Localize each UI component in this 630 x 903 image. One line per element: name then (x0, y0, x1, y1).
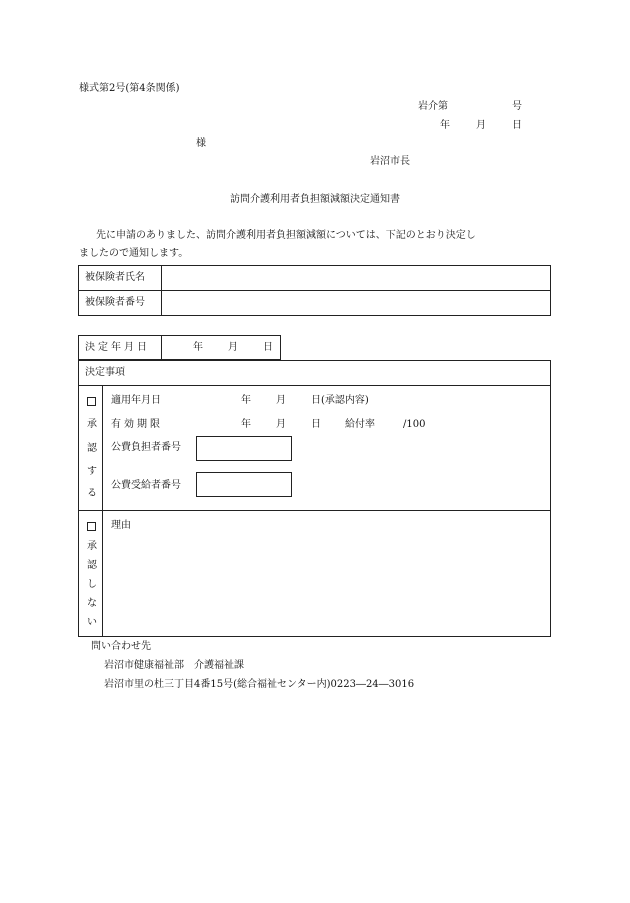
apply-year: 年 (241, 395, 251, 406)
body-text-line1: 先に申請のありました、訪問介護利用者負担額減額については、下記のとおり決定し (96, 230, 476, 241)
decision-date-label: 決定年月日 (85, 342, 150, 353)
valid-month: 月 (276, 419, 286, 430)
form-number: 様式第2号(第4条関係) (79, 83, 180, 94)
valid-day: 日 (311, 419, 321, 430)
apply-date-label: 適用年月日 (111, 395, 161, 406)
apply-month: 月 (276, 395, 286, 406)
doc-number-prefix: 岩介第 (418, 101, 448, 112)
payer-number-label: 公費負担者番号 (111, 442, 181, 453)
document-title: 訪問介護利用者負担額減額決定通知書 (230, 194, 400, 205)
decision-header-divider (78, 385, 551, 386)
recipient-number-label: 公費受給者番号 (111, 480, 181, 491)
approve-char-1: 承 (87, 419, 97, 430)
reject-char-5: い (87, 617, 97, 628)
header-year-label: 年 (440, 120, 450, 131)
insured-name-label: 被保険者氏名 (85, 272, 145, 283)
recipient-number-field[interactable] (196, 472, 292, 497)
body-text-line2: ましたので通知します。 (79, 248, 189, 259)
reject-char-4: な (87, 598, 97, 609)
decision-col-divider (102, 385, 103, 637)
reject-char-3: し (87, 579, 97, 590)
reject-reason-field[interactable] (111, 540, 541, 630)
reject-checkbox[interactable] (87, 522, 96, 531)
recipient-suffix: 様 (196, 138, 206, 149)
doc-number-suffix: 号 (512, 101, 522, 112)
reject-char-1: 承 (87, 541, 97, 552)
insured-table-divider (78, 290, 551, 291)
insured-number-label: 被保険者番号 (85, 297, 145, 308)
header-day-label: 日 (512, 120, 522, 131)
reject-reason-label: 理由 (111, 520, 131, 531)
header-month-label: 月 (476, 120, 486, 131)
valid-label: 有効期限 (111, 419, 163, 430)
approve-char-3: す (87, 466, 97, 477)
apply-day-note: 日(承認内容) (311, 395, 369, 406)
contact-heading: 問い合わせ先 (91, 641, 151, 652)
reject-char-2: 認 (87, 560, 97, 571)
approve-reject-divider (78, 510, 551, 511)
benefit-rate-value: /100 (403, 419, 426, 430)
insured-table-col-divider (161, 265, 162, 316)
valid-year: 年 (241, 419, 251, 430)
decision-day: 日 (263, 342, 273, 353)
payer-number-field[interactable] (196, 436, 292, 461)
approve-char-4: る (87, 488, 97, 499)
approve-checkbox[interactable] (87, 397, 96, 406)
decision-year: 年 (193, 342, 203, 353)
decision-items-label: 決定事項 (85, 367, 125, 378)
contact-department: 岩沼市健康福祉部 介護福祉課 (104, 660, 244, 671)
contact-address: 岩沼市里の杜三丁目4番15号(総合福祉センター内)0223―24―3016 (104, 679, 415, 690)
decision-month: 月 (228, 342, 238, 353)
approve-char-2: 認 (87, 443, 97, 454)
benefit-rate-label: 給付率 (345, 419, 375, 430)
decision-date-divider (161, 335, 162, 360)
issuer: 岩沼市長 (370, 156, 410, 167)
